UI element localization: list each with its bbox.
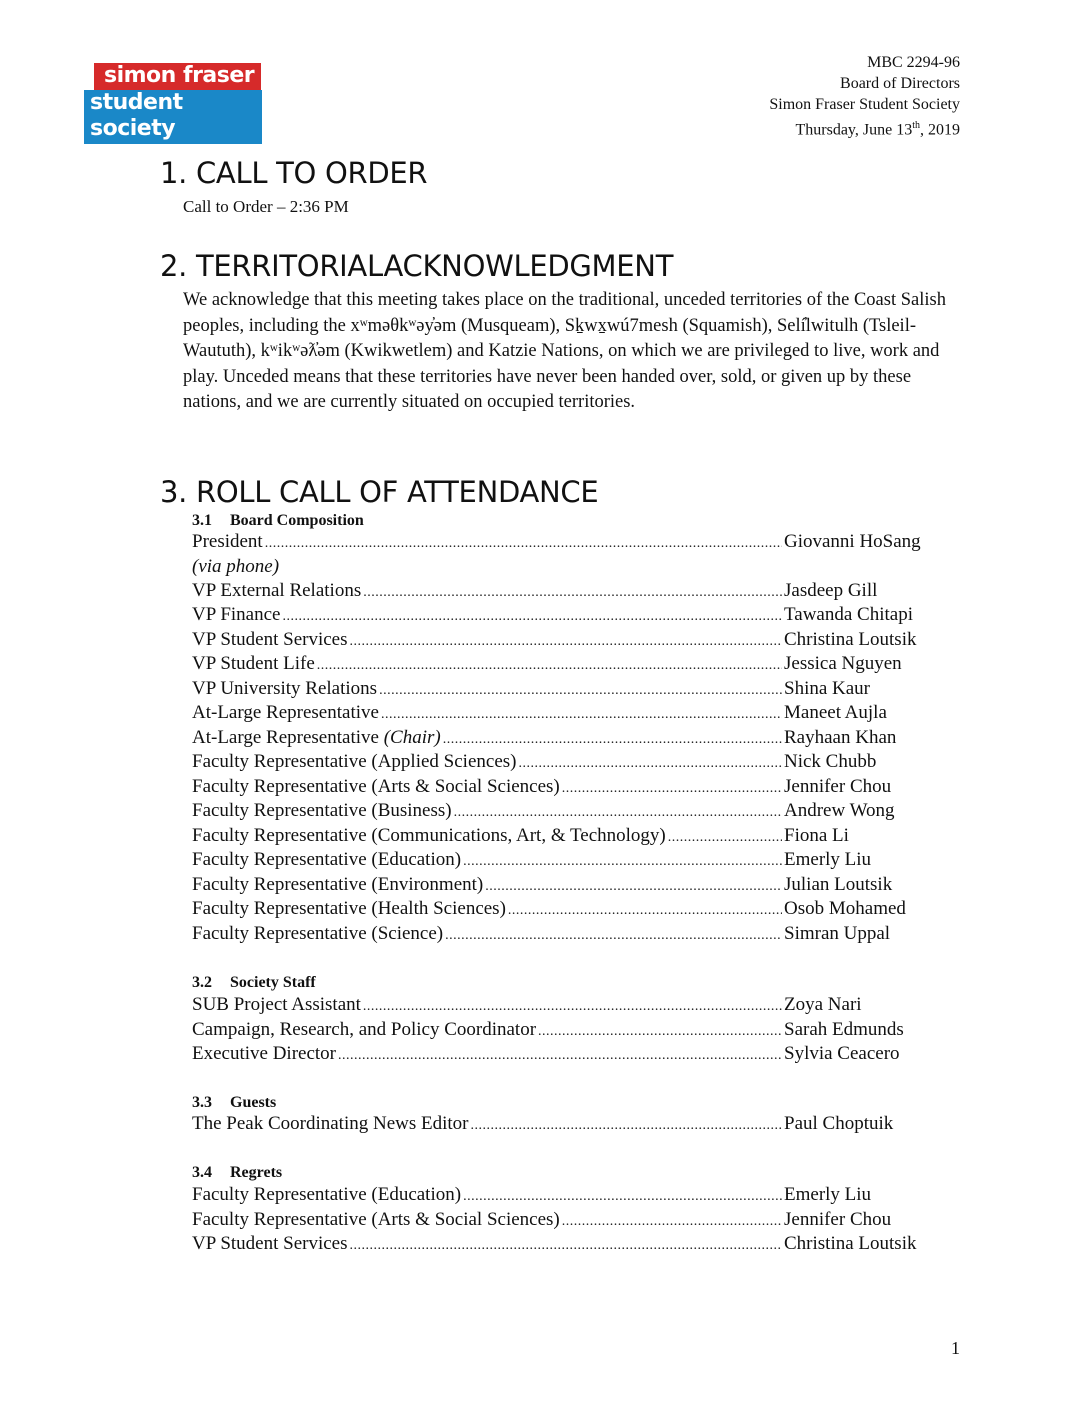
- leader-dots: [471, 1118, 782, 1134]
- document-header: [769, 52, 960, 140]
- attendance-row: [192, 1019, 940, 1044]
- leader-dots: [265, 536, 782, 552]
- attendee-name: Andrew Wong: [784, 800, 895, 821]
- attendee-name: Tawanda Chitapi: [784, 604, 913, 625]
- attendee-role: Faculty Representative (Business): [192, 800, 452, 821]
- attendee-name: Sylvia Ceacero: [784, 1043, 900, 1064]
- attendee-role: President: [192, 531, 263, 552]
- attendee-name: Jessica Nguyen: [784, 653, 902, 674]
- attendee-name: Osob Mohamed: [784, 898, 906, 919]
- attendance-row: [192, 898, 940, 923]
- leader-dots: [379, 683, 782, 699]
- attendee-role: Faculty Representative (Communications, Art, & Technology): [192, 824, 666, 846]
- attendee-role: VP Student Services: [192, 1233, 348, 1254]
- attendance-row: [192, 580, 940, 605]
- attendee-role: Executive Director: [192, 1043, 337, 1064]
- attendee-name: Nick Chubb: [784, 751, 877, 772]
- meeting-date: Thursday, June 13th, 2019: [795, 120, 960, 139]
- attendance-row: [192, 825, 940, 850]
- leader-dots: [282, 609, 782, 625]
- sfss-logo: [84, 63, 264, 144]
- leader-dots: [443, 732, 782, 748]
- attendee-name: Emerly Liu: [784, 849, 872, 870]
- attendee-name: Giovanni HoSang: [784, 531, 921, 552]
- attendee-name: Maneet Aujla: [784, 702, 887, 723]
- leader-dots: [454, 805, 782, 821]
- attendance-row: [192, 629, 940, 654]
- page-number: 1: [951, 1338, 960, 1358]
- attendee-role: Faculty Representative (Environment): [192, 873, 484, 895]
- attendance-row: [192, 702, 940, 727]
- attendee-name: Jennifer Chou: [784, 775, 892, 797]
- leader-dots: [485, 879, 782, 895]
- subheading-guests: 3.3 Guests: [192, 1094, 277, 1111]
- leader-dots: [518, 756, 782, 772]
- leader-dots: [317, 658, 782, 674]
- attendance-row: [192, 776, 940, 801]
- attendance-row: [192, 1233, 940, 1258]
- attendee-name: Zoya Nari: [784, 994, 862, 1015]
- attendee-name: Christina Loutsik: [784, 1233, 917, 1254]
- attendee-role: VP Finance: [192, 604, 281, 625]
- call-to-order-text: Call to Order – 2:36 PM: [183, 197, 349, 216]
- leader-dots: [508, 903, 782, 919]
- attendance-row: [192, 800, 940, 825]
- attendee-role: Faculty Representative (Arts & Social Sciences): [192, 775, 560, 797]
- society-name: Simon Fraser Student Society: [769, 96, 960, 113]
- attendee-role: The Peak Coordinating News Editor: [192, 1113, 469, 1134]
- attendee-role: Faculty Representative (Health Sciences): [192, 898, 506, 919]
- attendance-row: [192, 1209, 940, 1234]
- leader-dots: [363, 585, 782, 601]
- attendance-row: [192, 1184, 940, 1209]
- attendee-name: Jasdeep Gill: [784, 579, 878, 601]
- leader-dots: [463, 1189, 782, 1205]
- attendee-name: Rayhaan Khan: [784, 726, 897, 748]
- attendance-note: (via phone): [192, 555, 280, 577]
- attendee-name: Jennifer Chou: [784, 1208, 892, 1230]
- leader-dots: [363, 999, 782, 1015]
- attendance-row: [192, 604, 940, 629]
- attendance-row: [192, 678, 940, 703]
- section-heading-call-to-order: 1. CALL TO ORDER: [160, 156, 428, 190]
- subheading-society-staff: 3.2 Society Staff: [192, 974, 316, 991]
- attendee-role: VP Student Life: [192, 653, 315, 674]
- territorial-acknowledgment-text: We acknowledge that this meeting takes place on the traditional, unceded territories of the Coast Salish peoples, including the xʷməθkʷəy̓əm (Musqueam), Sḵwx̱wú7mesh (Squamish), Selí̓lwitulh (Tsleil-Waututh), kʷikʷəƛ̓əm (Kwikwetlem) and Katzie Nations, on which we are privileged to live, work and play. Unceded means that these territories have never been handed over, sold, or given up by these nations, and we are currently situated on occupied territories.: [183, 290, 946, 412]
- leader-dots: [562, 781, 782, 797]
- attendee-role: VP External Relations: [192, 579, 362, 601]
- attendee-name: Christina Loutsik: [784, 628, 917, 650]
- attendee-role: Campaign, Research, and Policy Coordinator: [192, 1018, 537, 1040]
- attendee-role: Faculty Representative (Education): [192, 1184, 462, 1205]
- attendee-role: Faculty Representative (Science): [192, 922, 444, 944]
- attendee-role: Faculty Representative (Education): [192, 849, 462, 870]
- board-name: Board of Directors: [840, 75, 960, 92]
- attendee-name: Shina Kaur: [784, 677, 871, 699]
- attendance-row: [192, 874, 940, 899]
- attendee-role: VP Student Services: [192, 628, 348, 650]
- attendance-row: [192, 1113, 940, 1138]
- attendance-row: [192, 653, 940, 678]
- attendance-row: [192, 923, 940, 948]
- leader-dots: [668, 830, 782, 846]
- guests-roster: [192, 1113, 940, 1138]
- staff-roster: [192, 994, 940, 1068]
- attendance-row: [192, 531, 940, 556]
- leader-dots: [538, 1024, 782, 1040]
- section-heading-territorial: 2. TERRITORIALACKNOWLEDGMENT: [160, 249, 674, 283]
- attendee-role: Faculty Representative (Applied Sciences): [192, 751, 517, 772]
- attendee-note: (Chair): [383, 726, 441, 748]
- board-roster: [192, 531, 940, 947]
- leader-dots: [445, 928, 782, 944]
- attendee-role: At-Large Representative: [192, 702, 379, 723]
- leader-dots: [381, 707, 782, 723]
- subheading-regrets: 3.4 Regrets: [192, 1164, 283, 1181]
- logo-line-2: student society: [84, 90, 262, 144]
- attendee-name: Julian Loutsik: [784, 873, 893, 895]
- attendee-name: Fiona Li: [784, 824, 849, 846]
- attendee-role: VP University Relations: [192, 677, 378, 699]
- attendee-name: Paul Choptuik: [784, 1113, 894, 1134]
- attendee-role: At-Large Representative (Chair): [192, 726, 441, 748]
- section-heading-roll-call: 3. ROLL CALL OF ATTENDANCE: [160, 475, 599, 509]
- attendance-row: [192, 1043, 940, 1068]
- attendee-name: Simran Uppal: [784, 922, 891, 944]
- attendance-row: [192, 849, 940, 874]
- leader-dots: [350, 1238, 782, 1254]
- attendance-row: [192, 727, 940, 752]
- attendee-name: Emerly Liu: [784, 1184, 872, 1205]
- leader-dots: [463, 854, 782, 870]
- attendee-name: Sarah Edmunds: [784, 1018, 904, 1040]
- leader-dots: [350, 634, 782, 650]
- leader-dots: [562, 1214, 782, 1230]
- meeting-code: MBC 2294-96: [867, 54, 960, 71]
- attendee-role: SUB Project Assistant: [192, 994, 361, 1015]
- logo-line-1: simon fraser: [94, 63, 261, 90]
- leader-dots: [338, 1048, 782, 1064]
- regrets-roster: [192, 1184, 940, 1258]
- attendance-row: [192, 994, 940, 1019]
- attendee-role: Faculty Representative (Arts & Social Sciences): [192, 1208, 560, 1230]
- subheading-board-composition: 3.1 Board Composition: [192, 512, 364, 529]
- attendance-row: [192, 751, 940, 776]
